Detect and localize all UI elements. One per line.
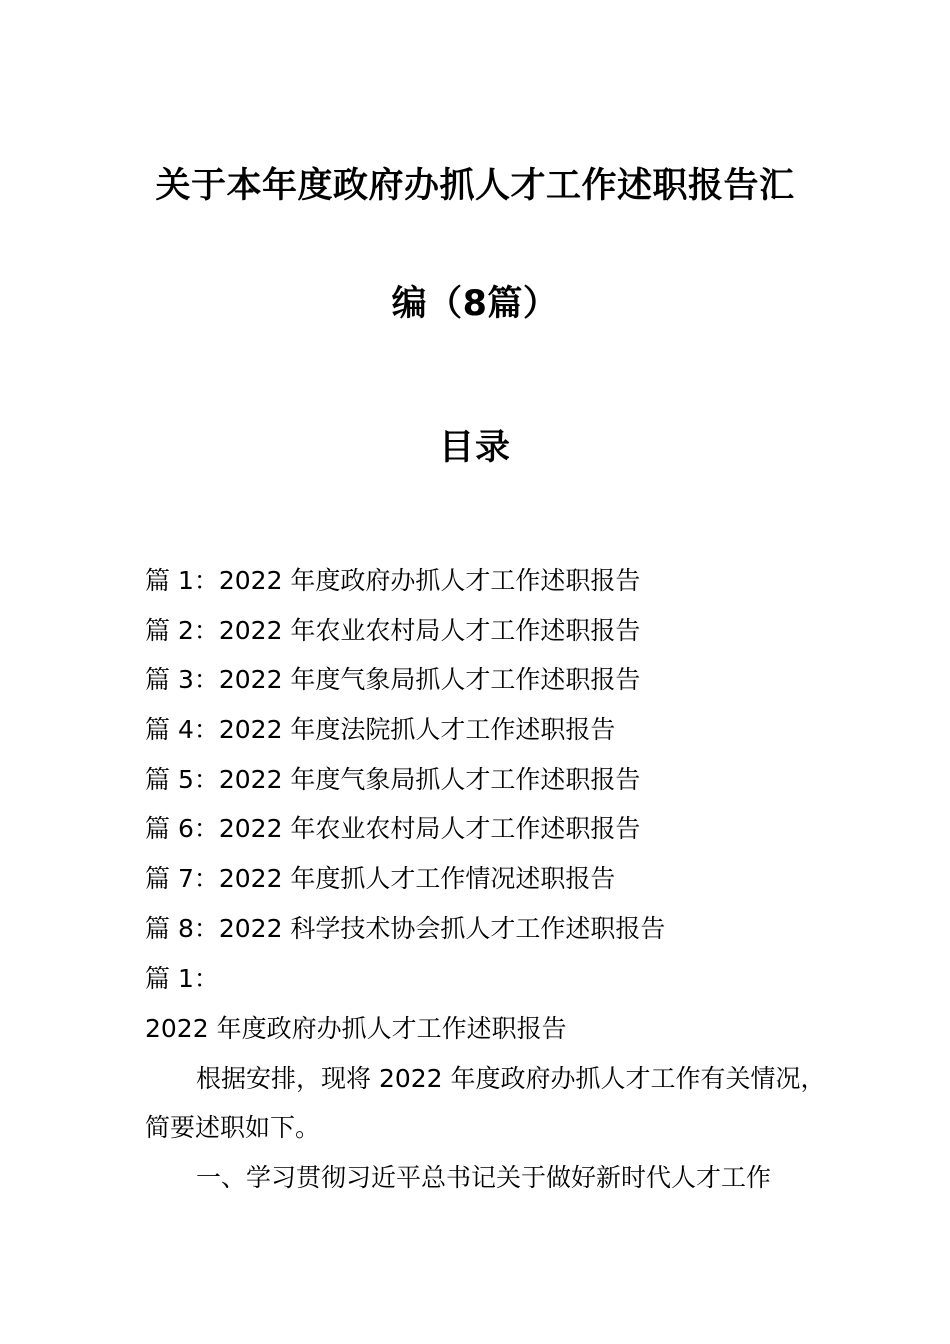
toc-item-2: 篇 2：2022 年农业农村局人才工作述职报告 xyxy=(145,616,641,645)
body-paragraph-1-line-2: 简要述职如下。 xyxy=(145,1113,321,1142)
toc-heading: 目录 xyxy=(438,428,511,468)
toc-item-6: 篇 6：2022 年农业农村局人才工作述职报告 xyxy=(145,814,641,843)
toc-item-7: 篇 7：2022 年度抓人才工作情况述职报告 xyxy=(145,864,616,893)
toc-item-3: 篇 3：2022 年度气象局抓人才工作述职报告 xyxy=(145,665,641,694)
toc-item-8: 篇 8：2022 科学技术协会抓人才工作述职报告 xyxy=(145,914,666,943)
document-title-line-2: 编（8篇） xyxy=(391,284,559,324)
document-title-line-1: 关于本年度政府办抓人才工作述职报告汇 xyxy=(155,166,795,206)
body-paragraph-1-line-1: 根据安排，现将 2022 年度政府办抓人才工作有关情况， xyxy=(196,1064,826,1093)
section-label: 篇 1： xyxy=(145,964,219,993)
body-paragraph-2-line-1: 一、学习贯彻习近平总书记关于做好新时代人才工作 xyxy=(196,1163,772,1192)
toc-item-5: 篇 5：2022 年度气象局抓人才工作述职报告 xyxy=(145,765,641,794)
toc-item-4: 篇 4：2022 年度法院抓人才工作述职报告 xyxy=(145,715,616,744)
toc-item-1: 篇 1：2022 年度政府办抓人才工作述职报告 xyxy=(145,566,641,595)
section-title: 2022 年度政府办抓人才工作述职报告 xyxy=(145,1014,567,1043)
